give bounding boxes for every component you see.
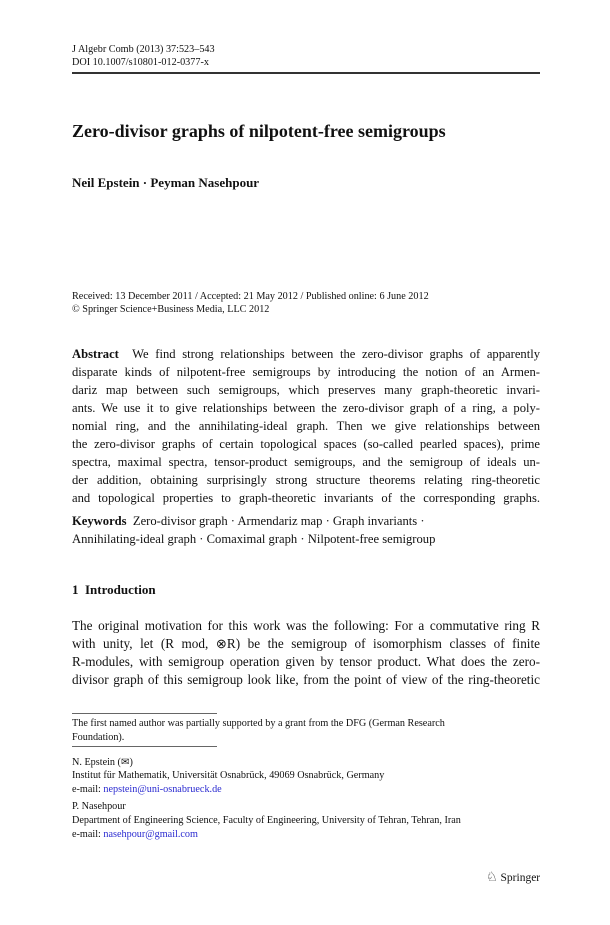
- section-heading: 1 Introduction: [72, 582, 156, 597]
- email-link[interactable]: nasehpour@gmail.com: [103, 829, 198, 840]
- intro-line: The original motivation for this work was the following: For a commutative ring R: [72, 618, 540, 633]
- footnote: Foundation).: [72, 732, 125, 743]
- journal-citation: J Algebr Comb (2013) 37:523–543: [72, 44, 215, 55]
- affiliation-name: P. Nasehpour: [72, 801, 126, 812]
- header-rule: [72, 72, 540, 74]
- abstract-line: disparate kinds of nilpotent-free semigroups by introducing the notion of an Armen-: [72, 365, 540, 379]
- affiliation-email: e-mail: nasehpour@gmail.com: [72, 829, 198, 840]
- intro-line: R-modules, with semigroup operation given by tensor product. What does the zero-: [72, 654, 540, 669]
- affiliation-address: Institut für Mathematik, Universität Osnabrück, 49069 Osnabrück, Germany: [72, 770, 385, 781]
- affiliation-name: N. Epstein (✉): [72, 757, 133, 768]
- dates: Received: 13 December 2011 / Accepted: 21 May 2012 / Published online: 6 June 2012: [72, 291, 429, 302]
- keywords-line: Keywords Zero-divisor graph · Armendariz map · Graph invariants ·: [72, 514, 425, 528]
- abstract-line: the zero-divisor graphs of certain topological spaces (so-called pearled spaces), prime: [72, 437, 540, 451]
- publisher-name: Springer: [500, 872, 541, 884]
- doi: DOI 10.1007/s10801-012-0377-x: [72, 57, 209, 68]
- keywords-label: Keywords: [72, 514, 127, 528]
- footnote-rule: [72, 713, 217, 714]
- abstract-line: der addition, obtaining surprisingly strong structure theorems relating ring-theoretic: [72, 473, 540, 487]
- copyright: © Springer Science+Business Media, LLC 2012: [72, 304, 270, 315]
- abstract-line: nomial ring, and the annihilating-ideal graph. Then we give relationships between: [72, 419, 540, 433]
- keywords-line: Annihilating-ideal graph · Comaximal graph · Nilpotent-free semigroup: [72, 532, 436, 546]
- abstract-line: Abstract We find strong relationships between the zero-divisor graphs of apparently: [72, 347, 540, 361]
- email-link[interactable]: nepstein@uni-osnabrueck.de: [103, 784, 222, 795]
- authors: Neil Epstein · Peyman Nasehpour: [72, 175, 260, 190]
- paper-title: Zero-divisor graphs of nilpotent-free semigroups: [72, 121, 446, 141]
- abstract-line: dariz map between such semigroups, which preserves many graph-theoretic invari-: [72, 383, 540, 397]
- abstract-label: Abstract: [72, 347, 119, 361]
- affiliation-email: e-mail: nepstein@uni-osnabrueck.de: [72, 784, 222, 795]
- footnote: The first named author was partially supported by a grant from the DFG (German Research: [72, 718, 445, 729]
- abstract-line: and topological properties to graph-theoretic invariants of the corresponding graphs.: [72, 491, 540, 505]
- affiliation-rule: [72, 746, 217, 747]
- abstract-line: spectra, maximal spectra, tensor-product semigroups, and the semigroup of ideals un-: [72, 455, 540, 469]
- publisher-logo: [486, 869, 540, 885]
- intro-line: with unity, let (R mod, ⊗R) be the semigroup of isomorphism classes of finite: [72, 636, 540, 651]
- intro-line: divisor graph of this semigroup look like, from the point of view of the ring-theoretic: [72, 672, 540, 687]
- affiliation-address: Department of Engineering Science, Faculty of Engineering, University of Tehran, Tehran, Iran: [72, 815, 461, 826]
- abstract-line: ants. We use it to give relationships between the zero-divisor graph of a ring, a poly-: [72, 401, 540, 415]
- springer-horse-icon: ♘: [486, 869, 498, 884]
